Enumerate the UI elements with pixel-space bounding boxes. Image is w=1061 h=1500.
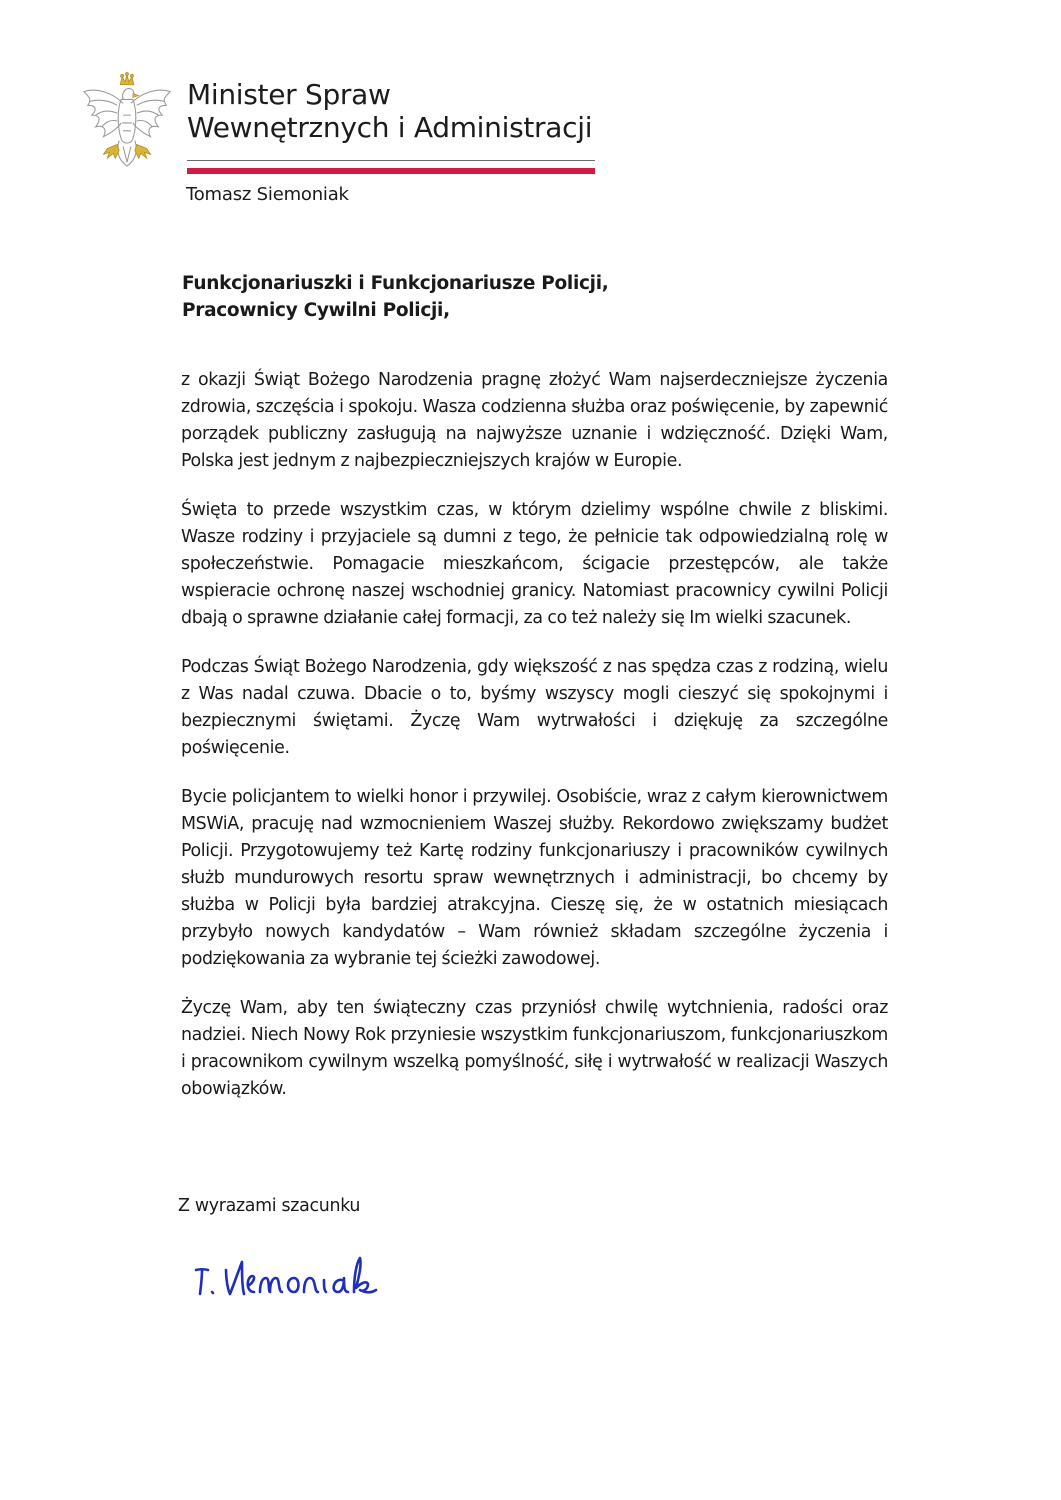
paragraph: Bycie policjantem to wielki honor i przywilej. Osobiście, wraz z całym kierownictwem MSWiA, pracuję nad wzmocnieniem Waszej służby. Rekordowo zwiększamy budżet Policji. Przygotowujemy też Kartę rodziny funkcjonariuszy i pracowników cywilnych służb mundurowych resortu spraw wewnętrznych i administracji, bo chcemy by służba w Policji była bardziej atrakcyjna. Cieszę się, że w ostatnich miesiącach przybyło nowych kandydatów – Wam również składam szczególne życzenia i podziękowania za wybranie tej ścieżki zawodowej.: [181, 787, 888, 969]
paragraph: Święta to przede wszystkim czas, w którym dzielimy wspólne chwile z bliskimi. Wasze rodziny i przyjaciele są dumni z tego, że pełnicie tak odpowiedzialną rolę w społeczeństwie. Pomagacie mieszkańcom, ścigacie przestępców, ale także wspieracie ochronę naszej wschodniej granicy. Natomiast pracownicy cywilni Policji dbają o sprawne działanie całej formacji, za co też należy się Im wielki szacunek.: [181, 500, 888, 628]
header-divider-red: [187, 168, 595, 174]
signer-name: Tomasz Siemoniak: [186, 184, 349, 205]
paragraph: Podczas Świąt Bożego Narodzenia, gdy większość z nas spędza czas z rodziną, wielu z Was nadal czuwa. Dbacie o to, byśmy wszyscy mogli cieszyć się spokojnymi i bezpiecznymi świętami. Życzę Wam wytrwałości i dziękuję za szczególne poświęcenie.: [181, 657, 888, 758]
letter-body: [181, 367, 888, 1103]
ministry-title: [187, 78, 592, 144]
ministry-title-line2: Wewnętrznych i Administracji: [187, 111, 593, 144]
greeting-line2: Pracownicy Cywilni Policji,: [182, 300, 450, 321]
paragraph: Życzę Wam, aby ten świąteczny czas przyniósł chwilę wytchnienia, radości oraz nadziei. Niech Nowy Rok przyniesie wszystkim funkcjonariuszom, funkcjonariuszkom i pracownikom cywilnym wszelką pomyślność, siłę i wytrwałość w realizacji Waszych obowiązków.: [181, 998, 888, 1099]
closing-phrase: Z wyrazami szacunku: [178, 1196, 361, 1216]
header-divider-thin: [187, 160, 595, 161]
paragraph: z okazji Świąt Bożego Narodzenia pragnę złożyć Wam najserdeczniejsze życzenia zdrowia, szczęścia i spokoju. Wasza codzienna służba oraz poświęcenie, by zapewnić porządek publiczny zasługują na najwyższe uznanie i wdzięczność. Dzięki Wam, Polska jest jednym z najbezpieczniejszych krajów w Europie.: [181, 370, 888, 471]
ministry-title-line1: Minister Spraw: [187, 78, 391, 111]
polish-eagle-emblem-icon: [78, 70, 176, 172]
letter-greeting: [182, 270, 902, 324]
handwritten-signature: [190, 1250, 400, 1302]
greeting-line1: Funkcjonariuszki i Funkcjonariusze Policji,: [182, 273, 609, 294]
